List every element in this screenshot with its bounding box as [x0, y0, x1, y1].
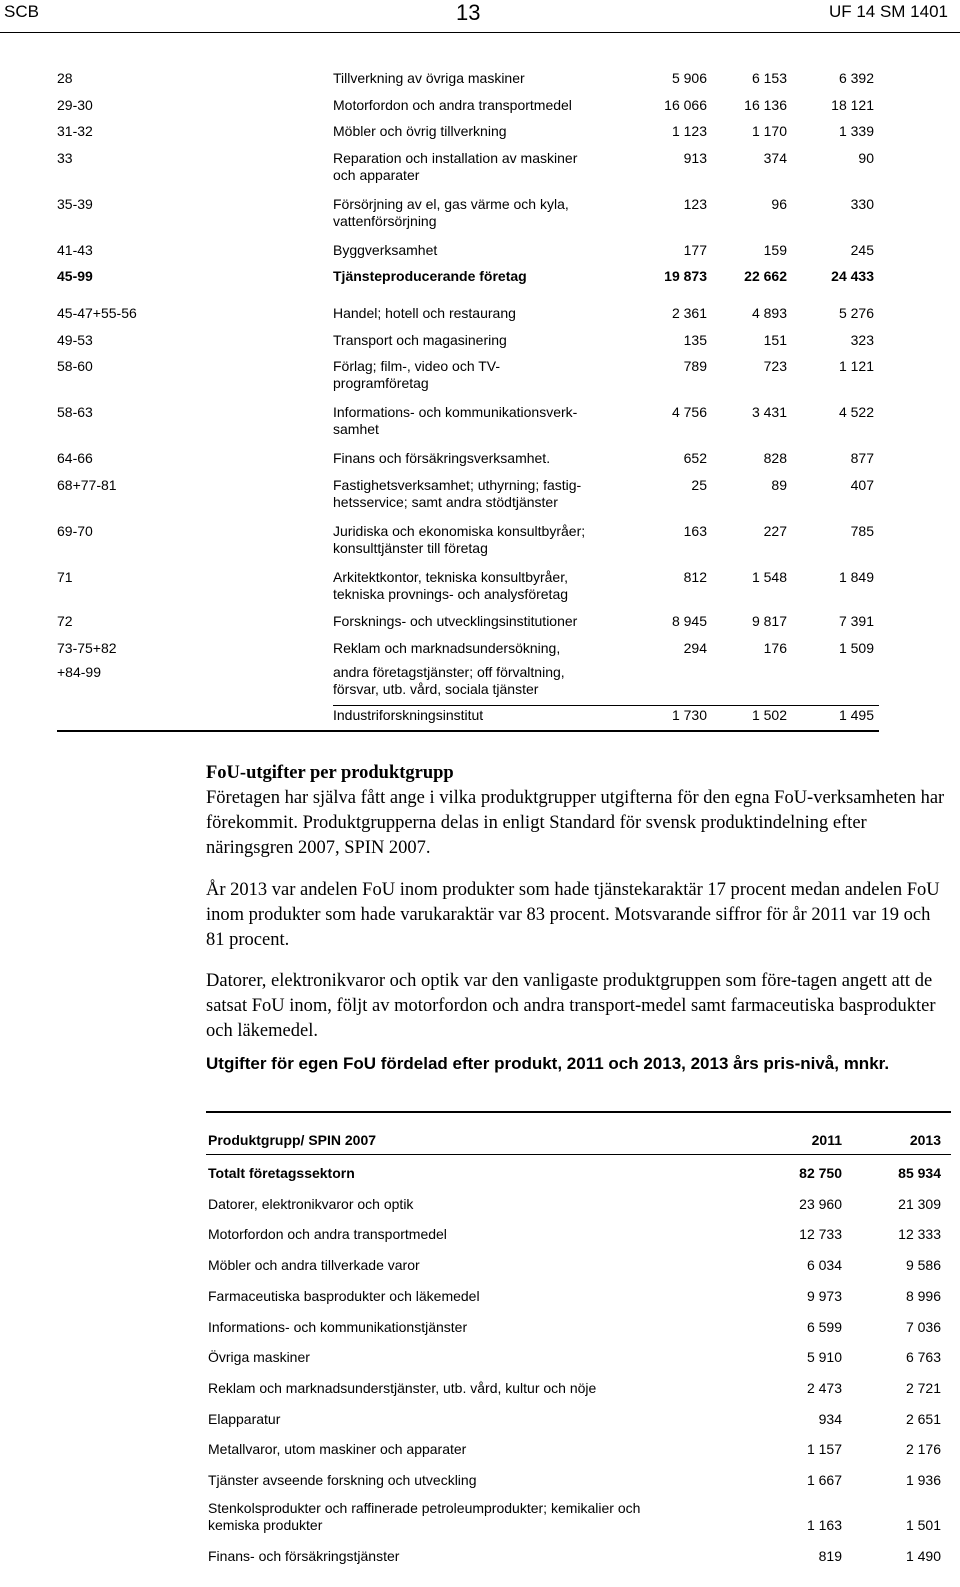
- row-code: 64-66: [57, 450, 93, 466]
- row-code: 41-43: [57, 242, 93, 258]
- table2-header-2013: 2013: [909, 1132, 941, 1148]
- row-value: 6 763: [905, 1349, 941, 1365]
- row-label: Tillverkning av övriga maskiner: [333, 70, 525, 86]
- row-value: 177: [683, 242, 707, 258]
- row-value: 1 548: [751, 569, 787, 585]
- row-value: 25: [691, 477, 707, 493]
- row-code: 28: [57, 70, 73, 86]
- row-value: 7 391: [838, 613, 874, 629]
- row-value: 9 586: [905, 1257, 941, 1273]
- row-label: Arkitektkontor, tekniska konsultbyråer, tekniska provnings- och analysföretag: [333, 569, 569, 602]
- row-value: 1 849: [838, 569, 874, 585]
- row-value: 96: [771, 196, 787, 212]
- row-value: 2 473: [806, 1380, 842, 1396]
- row-value: 82 750: [799, 1165, 842, 1181]
- row-code: 72: [57, 613, 73, 629]
- row-label: Reklam och marknadsunderstjänster, utb. vård, kultur och nöje: [208, 1380, 597, 1396]
- row-value: 21 309: [898, 1196, 941, 1212]
- table-rule-top: [333, 705, 879, 706]
- row-value: 4 893: [751, 305, 787, 321]
- row-value: 2 361: [671, 305, 707, 321]
- row-label: Möbler och övrig tillverkning: [333, 123, 507, 139]
- row-label: Juridiska och ekonomiska konsultbyråer; konsulttjänster till företag: [333, 523, 586, 556]
- row-value: 151: [763, 332, 787, 348]
- row-value: 1 667: [806, 1472, 842, 1488]
- row-label: andra företagstjänster; off förvaltning, försvar, utb. vård, sociala tjänster: [333, 664, 565, 697]
- paragraph-3: Datorer, elektronikvaror och optik var den vanligaste produktgruppen som före-tagen angett att de satsat FoU inom, följt av motorfordon och andra transport-medel samt farmaceutiska basprodukter och läkemedel.: [206, 971, 936, 1041]
- row-label: Fastighetsverksamhet; uthyrning; fastig- hetsservice; samt andra stödtjänster: [333, 477, 582, 510]
- row-value: 12 333: [898, 1226, 941, 1242]
- row-code: 71: [57, 569, 73, 585]
- row-value: 2 651: [905, 1411, 941, 1427]
- row-value: 24 433: [831, 268, 874, 284]
- row-value: 2 721: [905, 1380, 941, 1396]
- row-code: 58-63: [57, 404, 93, 420]
- row-label: Tjänsteproducerande företag: [333, 268, 527, 284]
- row-value: 723: [763, 358, 787, 374]
- row-code: 45-47+55-56: [57, 305, 137, 321]
- page-number: 13: [456, 0, 481, 25]
- row-value: 913: [683, 150, 707, 166]
- table2-header-2011: 2011: [811, 1132, 842, 1148]
- row-value: 9 973: [806, 1288, 842, 1304]
- row-code: 69-70: [57, 523, 93, 539]
- row-value: 5 910: [806, 1349, 842, 1365]
- row-value: 7 036: [905, 1319, 941, 1335]
- row-label: Övriga maskiner: [208, 1349, 310, 1365]
- paragraph-3-block: [206, 969, 946, 1044]
- row-code: 31-32: [57, 123, 93, 139]
- table2-rule-top: [206, 1111, 951, 1113]
- header-series: UF 14 SM 1401: [828, 2, 948, 21]
- row-value: 22 662: [744, 268, 787, 284]
- row-label: Handel; hotell och restaurang: [333, 305, 516, 321]
- row-value: 8 996: [905, 1288, 941, 1304]
- row-value: 8 945: [671, 613, 707, 629]
- row-value: 5 276: [838, 305, 874, 321]
- row-value: 227: [763, 523, 787, 539]
- row-code: 45-99: [57, 268, 93, 284]
- row-value: 1 123: [671, 123, 707, 139]
- row-label: Möbler och andra tillverkade varor: [208, 1257, 420, 1273]
- header-org: SCB: [4, 2, 39, 21]
- row-value: 819: [818, 1548, 842, 1564]
- row-value: 1 121: [838, 358, 874, 374]
- row-label: Datorer, elektronikvaror och optik: [208, 1196, 414, 1212]
- paragraph-1: Företagen har själva fått ange i vilka produktgrupper utgifterna för den egna FoU-verksamheten har förekommit. Produktgrupperna delas in enligt Standard för svensk produktindelning efter näringsgren 2007, SPIN 2007.: [206, 788, 945, 858]
- row-code: +84-99: [57, 664, 101, 680]
- row-value: 1 502: [751, 707, 787, 723]
- row-value: 12 733: [799, 1226, 842, 1242]
- row-value: 789: [683, 358, 707, 374]
- row-value: 6 034: [806, 1257, 842, 1273]
- row-value: 330: [850, 196, 874, 212]
- row-code: 49-53: [57, 332, 93, 348]
- row-label: Industriforskningsinstitut: [333, 707, 484, 723]
- row-value: 3 431: [751, 404, 787, 420]
- row-label: Informations- och kommunikationsverk- samhet: [333, 404, 578, 437]
- row-value: 1 730: [671, 707, 707, 723]
- row-value: 652: [683, 450, 707, 466]
- row-value: 18 121: [831, 97, 874, 113]
- row-label: Totalt företagssektorn: [208, 1165, 355, 1181]
- row-value: 6 392: [838, 70, 874, 86]
- row-value: 176: [763, 640, 787, 656]
- table2-header-label: Produktgrupp/ SPIN 2007: [208, 1132, 377, 1148]
- row-label: Reklam och marknadsundersökning,: [333, 640, 561, 656]
- table2-rule-header: [206, 1154, 951, 1155]
- row-label: Tjänster avseende forskning och utveckling: [208, 1472, 477, 1488]
- paragraph-2: År 2013 var andelen FoU inom produkter som hade tjänstekaraktär 17 procent medan andelen FoU inom produkter som hade varukaraktär var 83 procent. Motsvarande siffror för år 2011 var 19 och 81 procent.: [206, 880, 940, 950]
- row-value: 6 599: [806, 1319, 842, 1335]
- row-label: Forsknings- och utvecklingsinstitutioner: [333, 613, 578, 629]
- section-heading-block: [206, 761, 946, 861]
- row-label: Stenkolsprodukter och raffinerade petroleumprodukter; kemikalier och kemiska produkter: [208, 1500, 641, 1533]
- row-value: 19 873: [664, 268, 707, 284]
- section-heading: FoU-utgifter per produktgrupp: [206, 763, 454, 783]
- row-value: 294: [683, 640, 707, 656]
- row-value: 135: [683, 332, 707, 348]
- row-value: 16 066: [664, 97, 707, 113]
- row-value: 1 170: [751, 123, 787, 139]
- row-value: 9 817: [751, 613, 787, 629]
- row-code: 58-60: [57, 358, 93, 374]
- header-rule: [0, 32, 960, 33]
- row-value: 374: [763, 150, 787, 166]
- row-value: 4 756: [671, 404, 707, 420]
- row-value: 90: [858, 150, 874, 166]
- page-header: [0, 0, 960, 36]
- row-value: 1 157: [806, 1441, 842, 1457]
- row-value: 85 934: [898, 1165, 941, 1181]
- row-label: Försörjning av el, gas värme och kyla, vattenförsörjning: [333, 196, 569, 229]
- row-value: 159: [763, 242, 787, 258]
- row-value: 23 960: [799, 1196, 842, 1212]
- row-value: 1 936: [905, 1472, 941, 1488]
- row-value: 1 490: [905, 1548, 941, 1564]
- row-label: Förlag; film-, video och TV- programföretag: [333, 358, 501, 391]
- row-value: 1 339: [838, 123, 874, 139]
- row-value: 1 509: [838, 640, 874, 656]
- row-value: 1 501: [905, 1517, 941, 1533]
- row-value: 2 176: [905, 1441, 941, 1457]
- row-code: 29-30: [57, 97, 93, 113]
- row-label: Reparation och installation av maskiner och apparater: [333, 150, 578, 183]
- row-value: 785: [850, 523, 874, 539]
- row-label: Byggverksamhet: [333, 242, 438, 258]
- row-code: 73-75+82: [57, 640, 117, 656]
- row-label: Finans- och försäkringstjänster: [208, 1548, 400, 1564]
- row-value: 1 163: [806, 1517, 842, 1533]
- row-label: Informations- och kommunikationstjänster: [208, 1319, 468, 1335]
- row-label: Elapparatur: [208, 1411, 281, 1427]
- row-value: 16 136: [744, 97, 787, 113]
- row-value: 877: [850, 450, 874, 466]
- row-label: Motorfordon och andra transportmedel: [333, 97, 572, 113]
- row-value: 123: [683, 196, 707, 212]
- row-code: 68+77-81: [57, 477, 117, 493]
- row-value: 5 906: [671, 70, 707, 86]
- row-code: 35-39: [57, 196, 93, 212]
- table-rule-bottom: [57, 730, 879, 732]
- row-value: 934: [818, 1411, 842, 1427]
- paragraph-2-block: [206, 878, 946, 953]
- row-label: Motorfordon och andra transportmedel: [208, 1226, 447, 1242]
- row-label: Farmaceutiska basprodukter och läkemedel: [208, 1288, 480, 1304]
- row-value: 163: [683, 523, 707, 539]
- row-value: 323: [850, 332, 874, 348]
- row-value: 4 522: [838, 404, 874, 420]
- row-value: 812: [683, 569, 707, 585]
- row-label: Metallvaror, utom maskiner och apparater: [208, 1441, 467, 1457]
- row-value: 1 495: [838, 707, 874, 723]
- row-label: Transport och magasinering: [333, 332, 507, 348]
- row-label: Finans och försäkringsverksamhet.: [333, 450, 551, 466]
- row-value: 828: [763, 450, 787, 466]
- row-value: 407: [850, 477, 874, 493]
- row-value: 6 153: [751, 70, 787, 86]
- table-title: Utgifter för egen FoU fördelad efter produkt, 2011 och 2013, 2013 års pris-nivå, mnkr.: [206, 1054, 890, 1073]
- row-code: 33: [57, 150, 73, 166]
- row-value: 245: [850, 242, 874, 258]
- row-value: 89: [771, 477, 787, 493]
